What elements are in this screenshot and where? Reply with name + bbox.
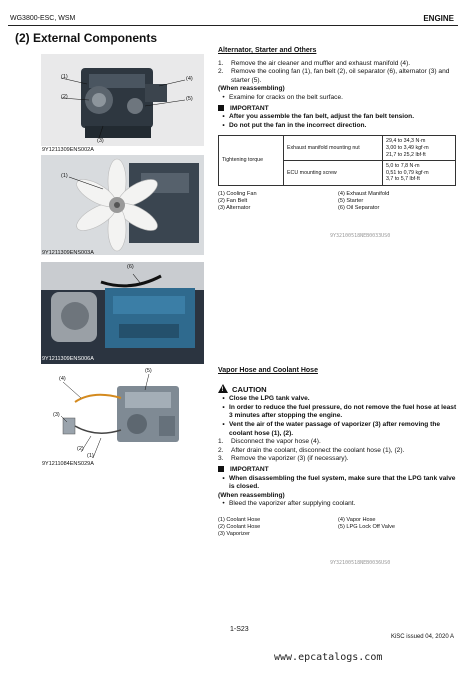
photo-caption: 9Y1211084ENS029A xyxy=(42,461,94,467)
bullet-item: • When disassembling the fuel system, make sure that the LPG tank valve is closed. xyxy=(222,474,456,491)
callout-label: (2) xyxy=(77,446,84,452)
step-item: 1. Disconnect the vapor hose (4). xyxy=(218,438,321,446)
caution-triangle-icon xyxy=(218,384,228,393)
tightening-torque-table xyxy=(218,135,456,186)
header-rule xyxy=(8,25,458,26)
torque-label: Tightening torque xyxy=(219,136,284,186)
photo-oil-separator xyxy=(41,262,204,364)
bullet-item: • Examine for cracks on the belt surface. xyxy=(222,93,343,101)
bullet-item: • Close the LPG tank valve. xyxy=(222,395,310,403)
page-number: 1-S23 xyxy=(230,626,249,633)
torque-values: 29,4 to 34,3 N·m 3,00 to 3,49 kgf·m 21,7 to 25,2 lbf·ft xyxy=(383,136,456,161)
photo-vapor-hose xyxy=(41,368,204,460)
parts-legend: (1) Coolant Hose (4) Vapor Hose (2) Coolant Hose (5) LPG Lock Off Valve (3) Vaporizer xyxy=(218,516,395,538)
watermark: www.epcatalogs.com xyxy=(274,652,383,663)
subsection-heading: Vapor Hose and Coolant Hose xyxy=(218,367,318,374)
important-label: IMPORTANT xyxy=(218,105,458,114)
callout-label: (4) xyxy=(186,76,193,82)
callout-label: (1) xyxy=(87,453,94,459)
photo-caption: 9Y1211309ENS006A xyxy=(42,356,94,362)
photo-caption: 9Y1211309ENS003A xyxy=(42,250,94,256)
reference-code: 9Y32100518NEB0036US0 xyxy=(330,560,391,566)
torque-values: 5,0 to 7,8 N·m 0,51 to 0,79 kgf·m 3,7 to 5,7 lbf·ft xyxy=(383,161,456,186)
reassembling-label: (When reassembling) xyxy=(218,85,285,93)
header-doc-title: WG3800-ESC, WSM xyxy=(10,15,76,22)
header-section: ENGINE xyxy=(423,14,454,23)
photo-caption: 9Y1211309ENS002A xyxy=(42,147,94,153)
caution-label: !CAUTION xyxy=(218,384,458,396)
important-label: IMPORTANT xyxy=(218,466,458,475)
callout-label: (4) xyxy=(59,376,66,382)
bullet-item: • In order to reduce the fuel pressure, do not remove the fuel hose at least 3 minutes after stopping the engine. xyxy=(222,403,457,420)
section-alternator xyxy=(218,47,458,213)
step-item: 3. Remove the vaporizer (3) (if necessary). xyxy=(218,455,349,463)
torque-item: ECU mounting screw xyxy=(284,161,383,186)
step-item: 1. Remove the air cleaner and muffler and exhaust manifold (4). xyxy=(218,59,411,67)
callout-label: (1) xyxy=(61,173,68,179)
bullet-item: • Do not put the fan in the incorrect direction. xyxy=(222,121,367,129)
parts-legend: (1) Cooling Fan (4) Exhaust Manifold (2) Fan Belt (5) Starter (3) Alternator (6) Oil Separator xyxy=(218,190,390,212)
callout-label: (1) xyxy=(61,74,68,80)
reassembling-label: (When reassembling) xyxy=(218,491,285,499)
step-item: 2. After drain the coolant, disconnect the coolant hose (1), (2). xyxy=(218,446,405,454)
photo-engine-overview xyxy=(41,54,204,146)
important-square-icon xyxy=(218,466,224,472)
section-vapor-hose xyxy=(218,367,458,539)
callout-label: (6) xyxy=(127,264,134,270)
step-item: 2. Remove the cooling fan (1), fan belt (2), oil separator (6), alternator (3) and starter (5). xyxy=(218,68,450,84)
callout-label: (5) xyxy=(145,368,152,374)
important-square-icon xyxy=(218,105,224,111)
reference-code: 9Y32100518NEB0033US0 xyxy=(330,233,391,239)
bullet-item: • Bleed the vaporizer after supplying coolant. xyxy=(222,500,356,508)
section-title: (2) External Components xyxy=(15,31,158,45)
bullet-item: • After you assemble the fan belt, adjust the fan belt tension. xyxy=(222,113,415,121)
bullet-item: • Vent the air of the water passage of vaporizer (3) after removing the coolant hose (1), (2). xyxy=(222,420,441,437)
photo-cooling-fan xyxy=(41,155,204,255)
callout-label: (3) xyxy=(53,412,60,418)
torque-item: Exhaust manifold mounting nut xyxy=(284,136,383,161)
callout-label: (5) xyxy=(186,96,193,102)
callout-label: (2) xyxy=(61,94,68,100)
issue-note: KiSC issued 04, 2020 A xyxy=(390,634,454,640)
callout-label: (3) xyxy=(97,138,104,144)
subsection-heading: Alternator, Starter and Others xyxy=(218,47,317,54)
